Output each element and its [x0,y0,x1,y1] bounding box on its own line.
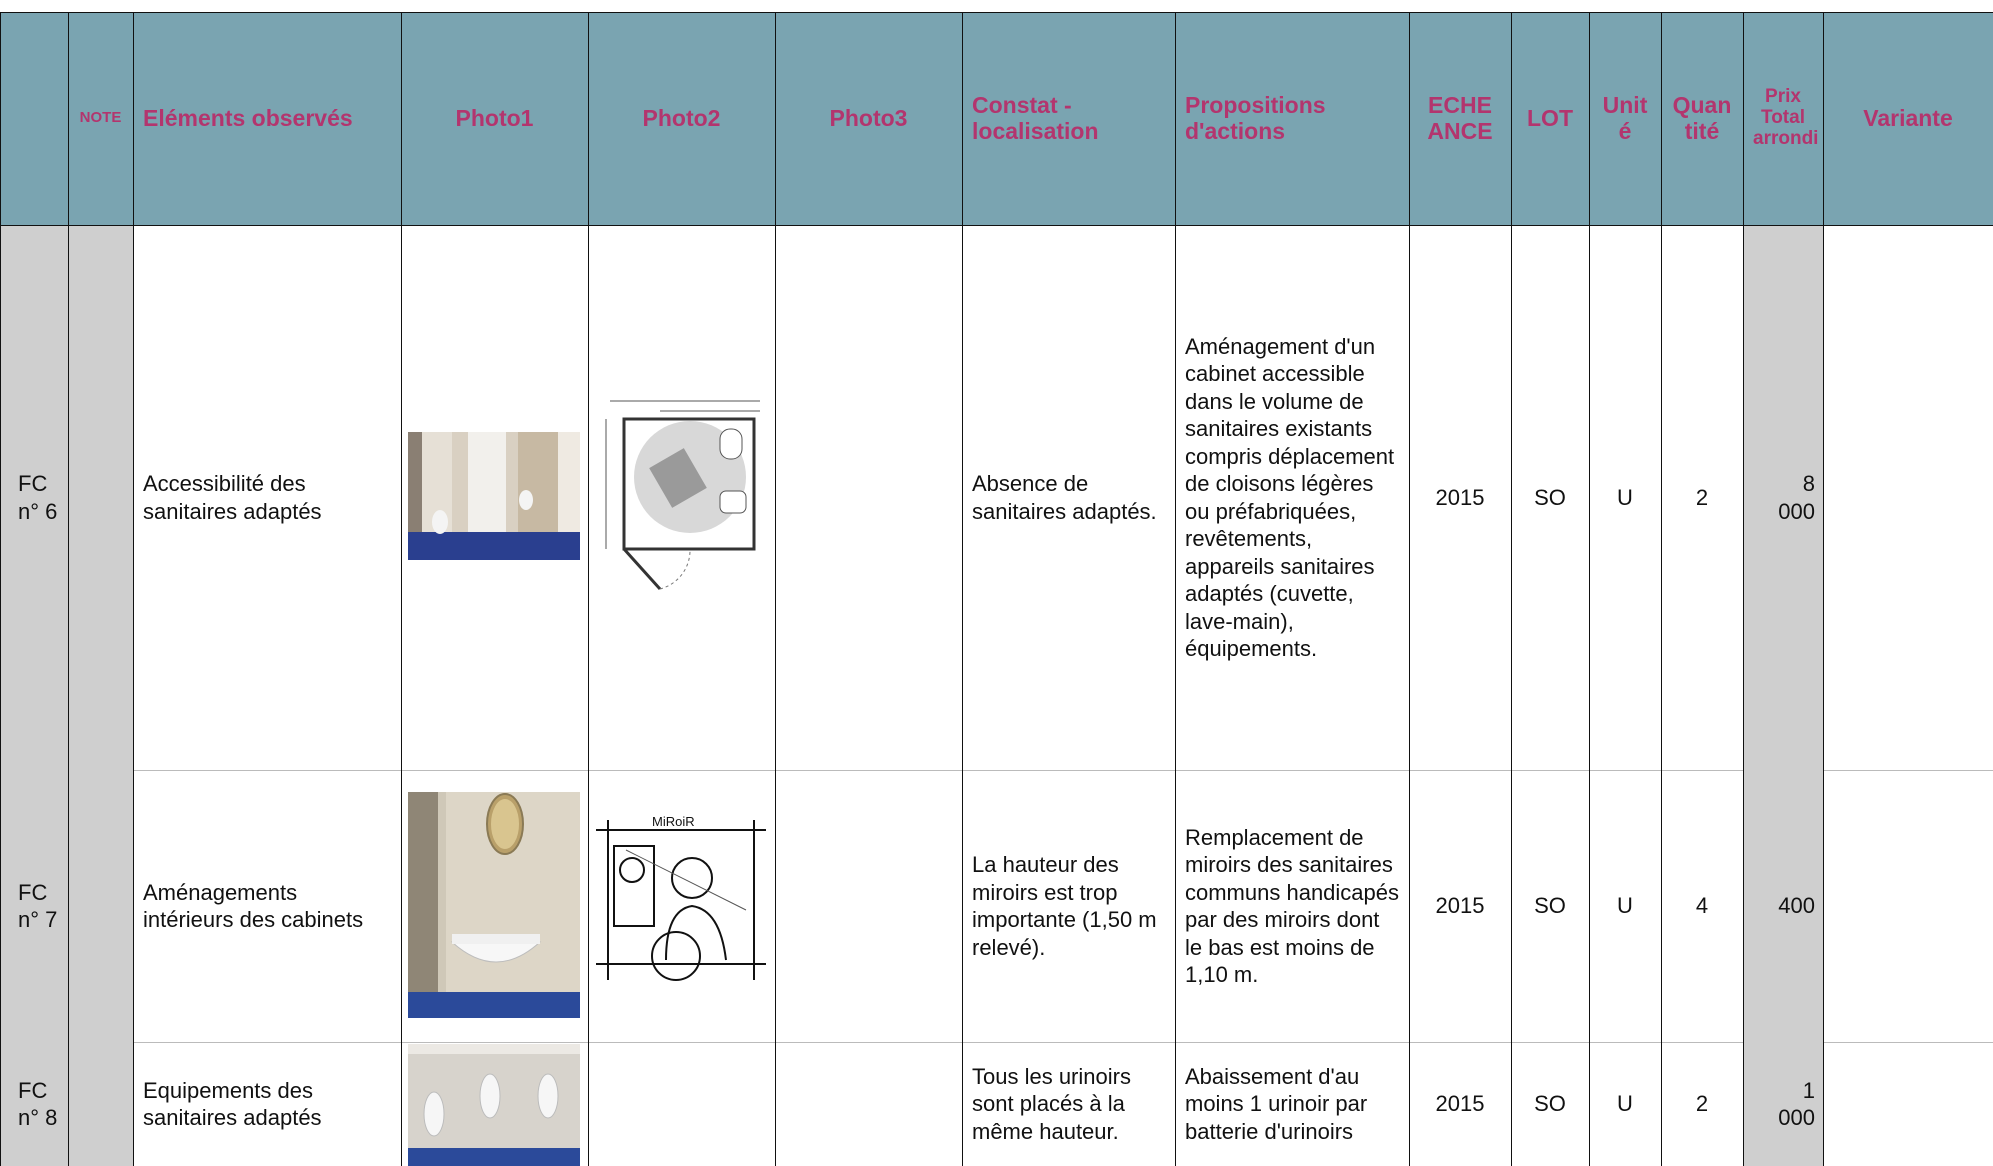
row-element: Equipements des sanitaires adaptés [143,1077,322,1130]
column-divider [68,12,69,1166]
row-divider [133,1042,1743,1043]
row-echeance: 2015 [1435,484,1485,510]
column-divider [1823,12,1824,1166]
column-divider [1589,12,1590,1166]
header-photo1: Photo1 [401,12,588,225]
row-ref: FC n° 6 [18,471,58,524]
column-divider [1511,12,1512,1166]
row-unite: U [1617,1091,1633,1117]
column-divider [1743,12,1744,1166]
photo-washbasin-mirror [408,792,580,1018]
row-proposition: Aménagement d'un cabinet accessible dans le volume de sanitaires existants compris déplacement de cloisons légères ou préfabriquées, revêtements, appareils sanitaires adaptés (cuvette, lave-main), équipements. [1185,333,1395,661]
row-divider [133,770,1743,771]
drawing-label-miroir: MiRoiR [652,814,695,829]
column-divider [1175,12,1176,1166]
row-prix: 1 000 [1778,1077,1815,1130]
row-prix: 400 [1778,893,1815,919]
row-constat: Tous les urinoirs sont placés à la même hauteur. [972,1063,1131,1144]
row-quantite: 4 [1695,893,1709,919]
header-constat: Constat - localisation [962,12,1175,225]
row-divider [1823,1042,1993,1043]
header-bottom-border [0,225,1993,226]
mirror-height-drawing [596,810,766,988]
header-unite: Unité [1589,12,1661,225]
column-divider [0,12,1,1166]
row-lot: SO [1534,1091,1566,1117]
row-prix: 8 000 [1778,471,1815,524]
row-element: Aménagements intérieurs des cabinets [143,879,364,932]
row-quantite: 2 [1695,1091,1709,1117]
column-divider [1409,12,1410,1166]
note-column-bg [68,225,133,1166]
column-divider [1661,12,1662,1166]
row-echeance: 2015 [1435,1091,1485,1117]
row-divider [1823,770,1993,771]
accessible-toilet-plan-drawing [600,395,766,605]
header-elements: Eléments observés [133,12,401,225]
column-divider [401,12,402,1166]
column-divider [962,12,963,1166]
header-col0 [0,12,68,225]
row-lot: SO [1534,484,1566,510]
header-prix: Prix Total arrondi [1743,12,1823,225]
row-element: Accessibilité des sanitaires adaptés [143,471,322,524]
column-divider [775,12,776,1166]
row-proposition: Remplacement de miroirs des sanitaires communs handicapés par des miroirs dont le bas est moins de 1,10 m. [1185,824,1400,987]
row-ref: FC n° 8 [18,1077,58,1130]
header-note: NOTE [68,12,133,225]
header-variante: Variante [1823,12,1993,225]
row-quantite: 2 [1695,484,1709,510]
header-photo3: Photo3 [775,12,962,225]
row-unite: U [1617,893,1633,919]
header-propositions: Propositions d'actions [1175,12,1409,225]
row-proposition: Abaissement d'au moins 1 urinoir par batterie d'urinoirs [1185,1063,1368,1144]
header-quantite: Quantité [1661,12,1743,225]
row-lot: SO [1534,893,1566,919]
row-constat: La hauteur des miroirs est trop importante (1,50 m relevé). [972,852,1157,960]
row-unite: U [1617,484,1633,510]
header-echeance: ECHEANCE [1409,12,1511,225]
column-divider [133,12,134,1166]
header-photo2: Photo2 [588,12,775,225]
header-lot: LOT [1511,12,1589,225]
photo-urinals [408,1044,580,1166]
row-constat: Absence de sanitaires adaptés. [972,471,1157,524]
row-ref: FC n° 7 [18,879,58,932]
column-divider [588,12,589,1166]
photo-toilet-cubicles [408,432,580,560]
table-top-border [0,12,1993,13]
row-echeance: 2015 [1435,893,1485,919]
